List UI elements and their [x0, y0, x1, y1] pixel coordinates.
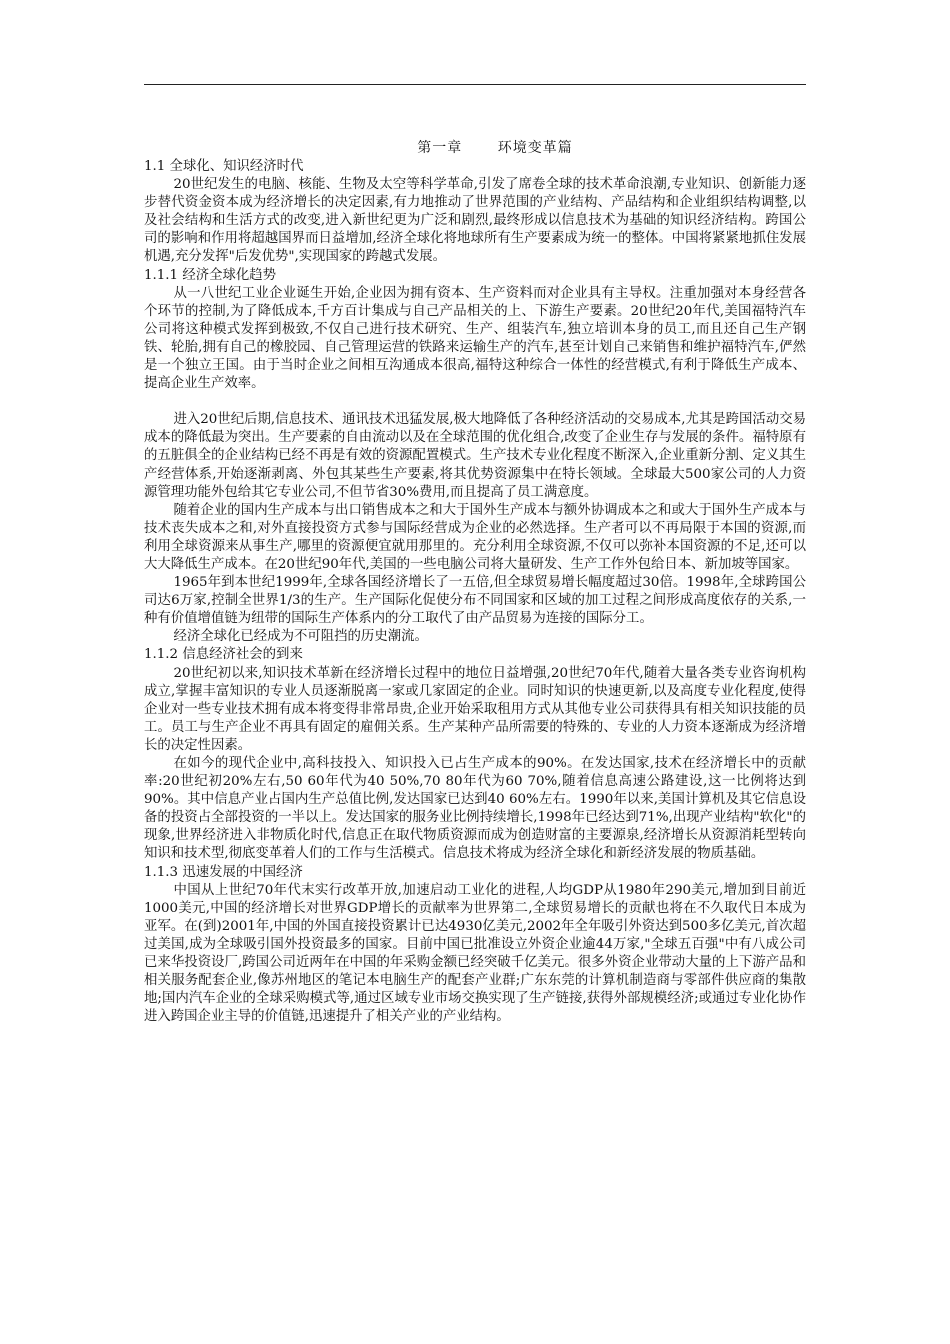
paragraph: 在如今的现代企业中,高科技投入、知识投入已占生产成本的90%。在发达国家,技术在经济增长中的贡献率:20世纪初20%左右,50 60年代为40 50%,70 80年代为60 70%,随着信息高速公路建设,这一比例将达到90%。其中信息产业占国内生产总值比例,发达国家已达到40 60%左右。1990年以来,美国计算机及其它信息设备的投资占全部投资的一半以上。发达国家的服务业比例持续增长,1998年已经达到71%,出现产业结构"软化"的现象,世界经济进入非物质化时代,信息正在取代物质资源而成为创造财富的主要源泉,经济增长从资源消耗型转向知识和技术型,彻底变革着人们的工作与生活模式。信息技术将成为经济全球化和新经济发展的物质基础。 — [144, 756, 806, 862]
paragraph: 20世纪发生的电脑、核能、生物及太空等科学革命,引发了席卷全球的技术革命浪潮,专业知识、创新能力逐步替代资金资本成为经济增长的决定因素,有力地推动了世界范围的产业结构、产品结构和企业组织结构调整,以及社会结构和生活方式的改变,进入新世纪更为广泛和剧烈,最终形成以信息技术为基础的知识经济结构。跨国公司的影响和作用将超越国界而日益增加,经济全球化将地球所有生产要素成为统一的整体。中国将紧紧地抓住发展机遇,充分发挥"后发优势",实现国家的跨越式发展。 — [144, 177, 806, 265]
header-rule — [144, 84, 806, 85]
document-body — [144, 138, 806, 1026]
section-heading: 1.1.3 迅速发展的中国经济 — [144, 864, 303, 880]
paragraph: 从一八世纪工业企业诞生开始,企业因为拥有资本、生产资料而对企业具有主导权。注重加强对本身经营各个环节的控制,为了降低成本,千方百计集成与自己产品相关的上、下游生产要素。20世纪20年代,美国福特汽车公司将这种模式发挥到极致,不仅自己进行技术研究、生产、组装汽车,独立培训本身的员工,而且还自己生产钢铁、轮胎,拥有自己的橡胶园、自己管理运营的铁路来运输生产的汽车,甚至计划自己来销售和维护福特汽车,俨然是一个独立王国。由于当时企业之间相互沟通成本很高,福特这种综合一体性的经营模式,有利于降低生产成本、提高企业生产效率。 — [144, 285, 806, 392]
section-heading: 1.1 全球化、知识经济时代 — [144, 159, 304, 174]
paragraph: 1965年到本世纪1999年,全球各国经济增长了一五倍,但全球贸易增长幅度超过30倍。1998年,全球跨国公司达6万家,控制全世界1/3的生产。生产国际化促使分布不同国家和区域的加工过程之间形成高度依存的关系,一种有价值增值链为纽带的国际生产体系内的分工取代了由产品贸易为连接的国际分工。 — [144, 575, 806, 627]
section-heading: 1.1.2 信息经济社会的到来 — [144, 647, 303, 663]
paragraph: 中国从上世纪70年代末实行改革开放,加速启动工业化的进程,人均GDP从1980年290美元,增加到目前近1000美元,中国的经济增长对世界GDP增长的贡献率为世界第二,全球贸易增长的贡献也将在不久取代日本成为亚军。在(到)2001年,中国的外国直接投资累计已达4930亿美元,2002年全年吸引外资达到500多亿美元,首次超过美国,成为全球吸引国外投资最多的国家。目前中国已批准设立外资企业逾44万家,"全球五百强"中有八成公司已来华投资设厂,跨国公司近两年在中国的年采购金额已经突破千亿美元。很多外资企业带动大量的上下游产品和相关服务配套企业,像苏州地区的笔记本电脑生产的配套产业群;广东东莞的计算机制造商与零部件供应商的集散地;国内汽车企业的全球采购模式等,通过区域专业市场交换实现了生产链接,获得外部规模经济;或通过专业化协作进入跨国企业主导的价值链,迅速提升了相关产业的产业结构。 — [144, 882, 806, 1025]
section-heading: 1.1.1 经济全球化趋势 — [144, 267, 277, 283]
paragraph: 20世纪初以来,知识技术革新在经济增长过程中的地位日益增强,20世纪70年代,随着大量各类专业咨询机构成立,掌握丰富知识的专业人员逐渐脱离一家或几家固定的企业。同时知识的快速更新,以及高度专业化程度,使得企业对一些专业技术拥有成本将变得非常昂贵,企业开始采取租用方式从其他专业公司获得具有相关知识技能的员工。员工与生产企业不再具有固定的雇佣关系。生产某种产品所需要的特殊的、专业的人力资本逐渐成为经济增长的决定性因素。 — [144, 665, 806, 753]
chapter-title: 第一章 环境变革篇 — [417, 140, 573, 156]
paragraph: 经济全球化已经成为不可阻挡的历史潮流。 — [173, 629, 428, 645]
paragraph: 随着企业的国内生产成本与出口销售成本之和大于国外生产成本与额外协调成本之和或大于国外生产成本与技术丧失成本之和,对外直接投资方式参与国际经营成为企业的必然选择。生产者可以不再局限于本国的资源,而利用全球资源来从事生产,哪里的资源便宜就用那里的。充分利用全球资源,不仅可以弥补本国资源的不足,还可以大大降低生产成本。在20世纪90年代,美国的一些电脑公司将大量研发、生产工作外包给日本、新加坡等国家。 — [144, 502, 806, 572]
paragraph: 进入20世纪后期,信息技术、通讯技术迅猛发展,极大地降低了各种经济活动的交易成本,尤其是跨国活动交易成本的降低最为突出。生产要素的自由流动以及在全球范围的优化组合,改变了企业生存与发展的条件。福特原有的五脏俱全的企业结构已经不再是有效的资源配置模式。生产技术专业化程度不断深入,企业重新分割、定义其生产经营体系,开始逐渐剥离、外包其某些生产要素,将其优势资源集中在特长领域。全球最大500家公司的人力资源管理功能外包给其它专业公司,不但节省30%费用,而且提高了员工满意度。 — [144, 412, 806, 500]
